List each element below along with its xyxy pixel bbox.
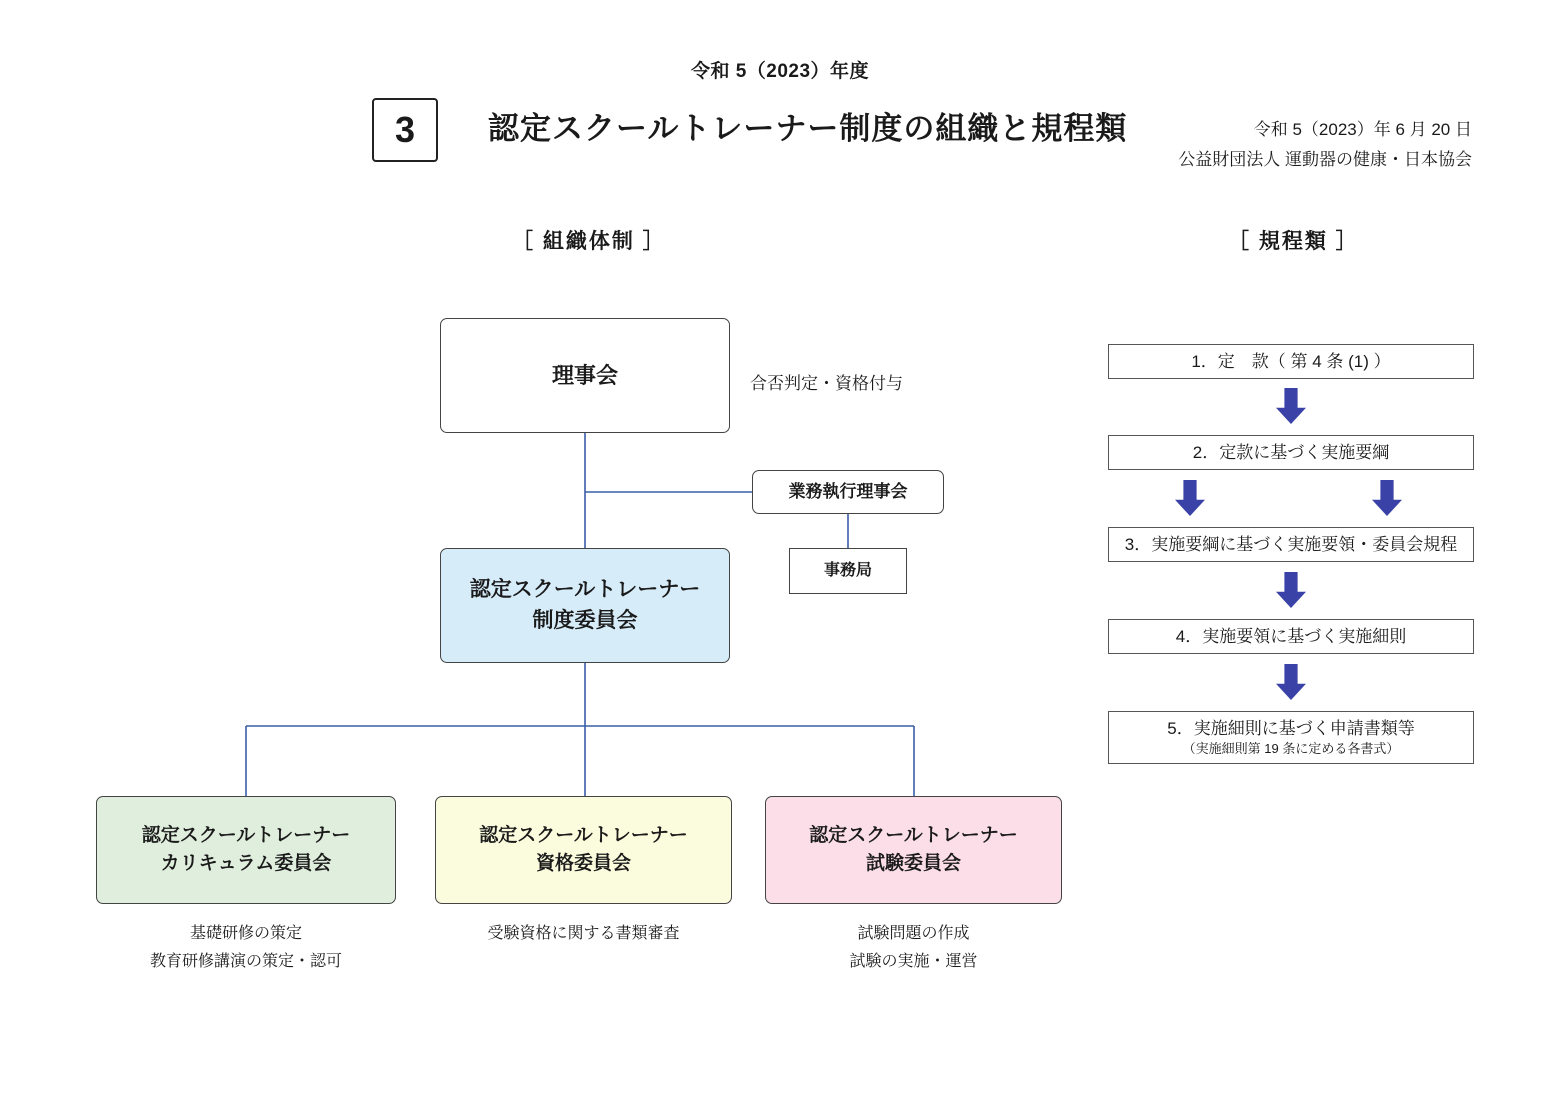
node-board-label: 理事会 xyxy=(551,362,618,388)
node-secretariat[interactable] xyxy=(789,548,907,594)
rule-item-3-label: 3．実施要綱に基づく実施要領・委員会規程 xyxy=(1124,534,1458,554)
document-organization: 公益財団法人 運動器の健康・日本協会 xyxy=(1178,150,1472,169)
node-exam-committee-label: 認定スクールトレーナー 試験委員会 xyxy=(809,825,1018,874)
rule-item-5-sublabel: （実施細則第 19 条に定める各書式） xyxy=(1182,741,1400,757)
node-secretariat-label: 事務局 xyxy=(823,562,872,580)
rule-item-5-label: 5．実施細則に基づく申請書類等 xyxy=(1167,718,1415,738)
rule-item-2-label: 2．定款に基づく実施要綱 xyxy=(1192,442,1390,462)
caption-exam-committee: 試験問題の作成 試験の実施・運営 xyxy=(849,925,978,970)
rule-item-4-label: 4．実施要領に基づく実施細則 xyxy=(1175,626,1407,646)
section-heading-organization: ［ 組織体制 ］ xyxy=(512,230,666,253)
caption-curriculum-committee: 基礎研修の策定 教育研修講演の策定・認可 xyxy=(149,925,342,970)
node-qualification-committee[interactable] xyxy=(435,796,732,904)
rule-item-1-label: 1．定 款（ 第 4 条 (1) ） xyxy=(1191,351,1391,371)
node-executive-board-label: 業務執行理事会 xyxy=(788,481,908,501)
slide-number-badge: 3 xyxy=(372,98,438,162)
node-system-committee[interactable] xyxy=(440,548,730,663)
node-curriculum-committee[interactable] xyxy=(96,796,396,904)
fiscal-year-label: 令和 5（2023）年度 xyxy=(690,61,870,82)
node-qualification-committee-label: 認定スクールトレーナー 資格委員会 xyxy=(479,825,688,874)
node-curriculum-committee-label: 認定スクールトレーナー カリキュラム委員会 xyxy=(141,825,351,874)
caption-qualification-committee: 受験資格に関する書類審査 xyxy=(487,925,680,942)
node-system-committee-label: 認定スクールトレーナー 制度委員会 xyxy=(469,578,701,632)
document-date: 令和 5（2023）年 6 月 20 日 xyxy=(1253,120,1472,139)
page-title: 認定スクールトレーナー制度の組織と規程類 xyxy=(488,111,1128,146)
section-heading-rules: ［ 規程類 ］ xyxy=(1228,230,1359,253)
node-board-of-directors[interactable] xyxy=(440,318,730,433)
note-board-of-directors: 合否判定・資格付与 xyxy=(750,374,903,393)
node-exam-committee[interactable] xyxy=(765,796,1062,904)
node-executive-board[interactable] xyxy=(752,470,944,514)
